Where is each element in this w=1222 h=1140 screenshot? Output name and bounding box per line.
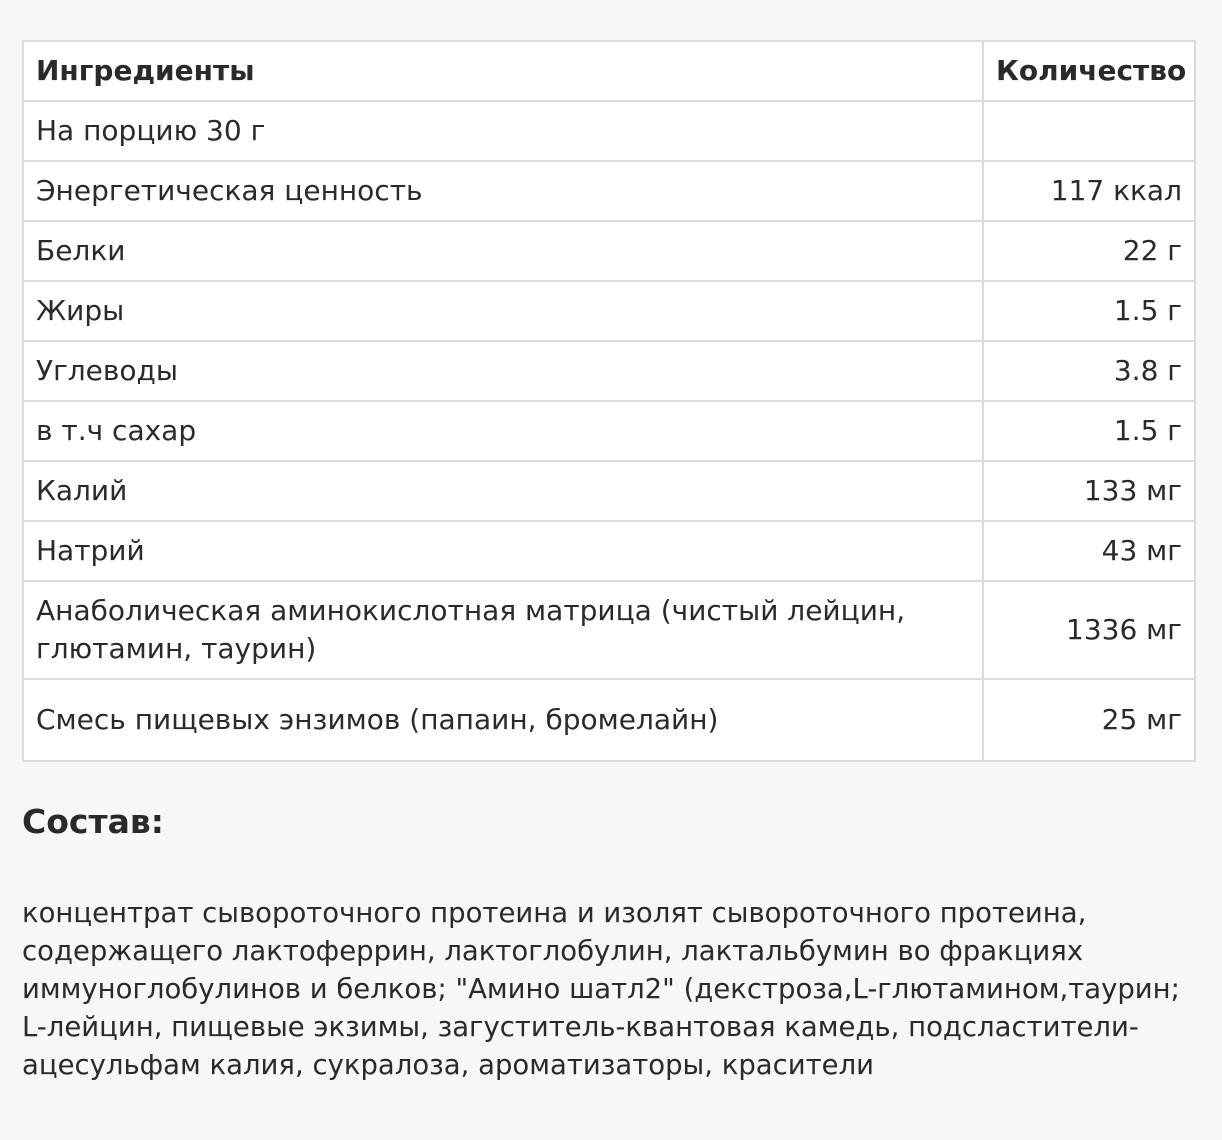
ingredient-amount: 43 мг [983,521,1195,581]
nutrition-table [22,40,1196,762]
ingredient-name: Натрий [23,521,983,581]
ingredient-name: Калий [23,461,983,521]
ingredient-name: На порцию 30 г [23,101,983,161]
header-amount: Количество [983,41,1195,101]
table-row [23,461,1195,521]
table-row [23,281,1195,341]
table-row [23,341,1195,401]
table-row [23,401,1195,461]
ingredient-amount: 1336 мг [983,581,1195,679]
ingredient-amount: 117 ккал [983,161,1195,221]
ingredient-amount [983,101,1195,161]
ingredient-amount: 3.8 г [983,341,1195,401]
ingredient-name: Жиры [23,281,983,341]
ingredient-name: Энергетическая ценность [23,161,983,221]
ingredient-name: Белки [23,221,983,281]
table-row [23,521,1195,581]
ingredient-name: Смесь пищевых энзимов (папаин, бромелайн) [23,679,983,761]
ingredient-name: в т.ч сахар [23,401,983,461]
table-row [23,581,1195,679]
ingredient-name: Углеводы [23,341,983,401]
ingredient-amount: 1.5 г [983,281,1195,341]
ingredient-amount: 22 г [983,221,1195,281]
table-row [23,101,1195,161]
ingredient-amount: 1.5 г [983,401,1195,461]
ingredient-amount: 133 мг [983,461,1195,521]
composition-text: концентрат сывороточного протеина и изолят сывороточного протеина, содержащего лактоферрин, лактоглобулин, лактальбумин во фракциях иммуноглобулинов и белков; "Амино шатл2" (декстроза,L-глютамином,таурин; L-лейцин, пищевые экзимы, загуститель-квантовая камедь, подсластители-ацесульфам калия, сукралоза, ароматизаторы, красители [22,897,1180,1081]
table-row [23,679,1195,761]
ingredient-amount: 25 мг [983,679,1195,761]
composition-title: Состав: [22,802,164,841]
table-header-row [23,41,1195,101]
ingredient-name: Анаболическая аминокислотная матрица (чистый лейцин, глютамин, таурин) [23,581,983,679]
table-row [23,161,1195,221]
header-ingredients: Ингредиенты [23,41,983,101]
table-row [23,221,1195,281]
